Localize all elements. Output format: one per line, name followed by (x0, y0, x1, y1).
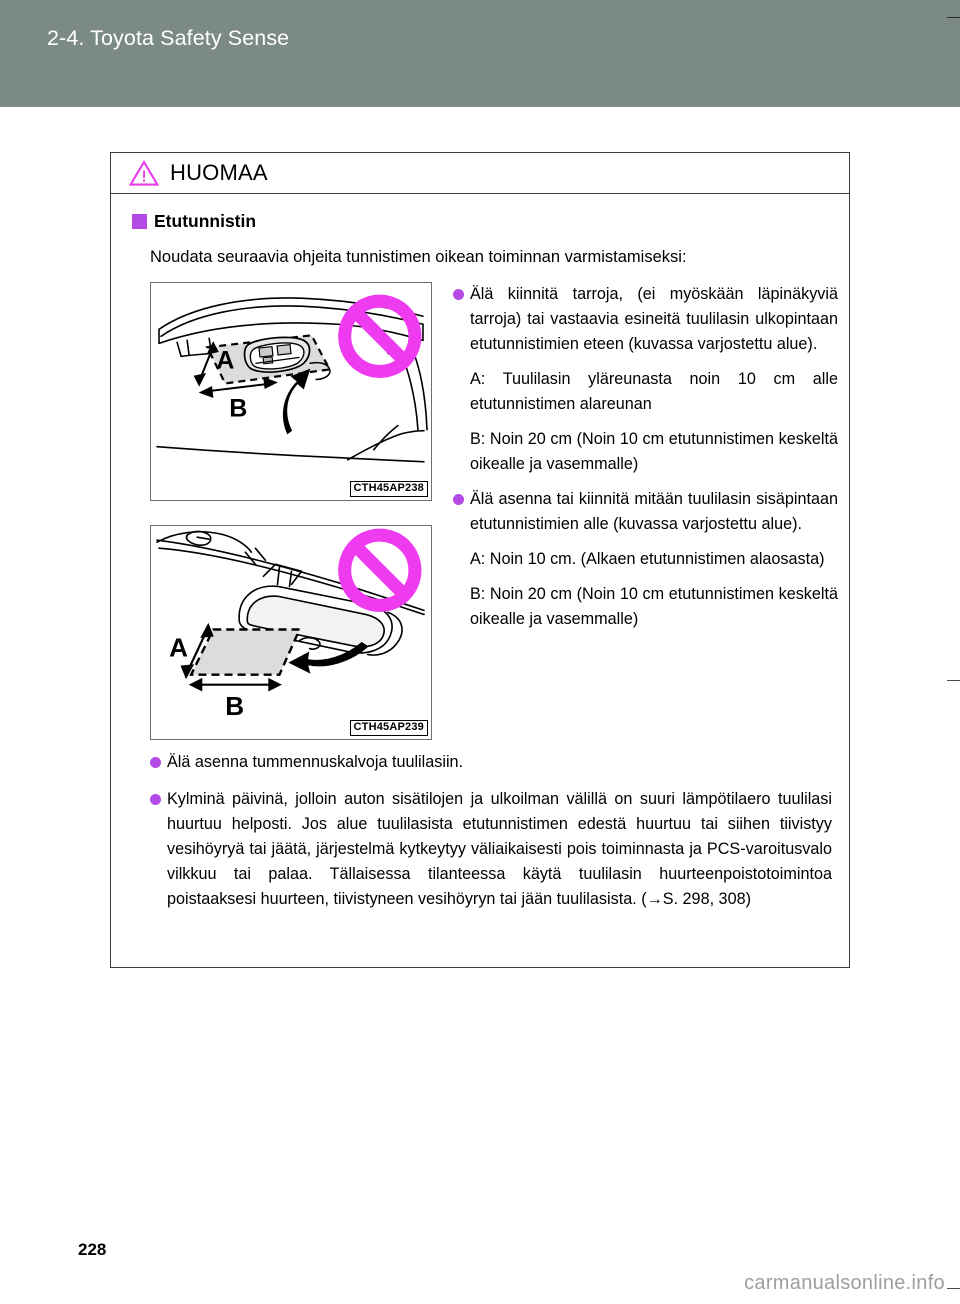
figures-and-text-columns (128, 282, 838, 734)
subsection-heading-label: Etutunnistin (154, 211, 257, 231)
note-bullet: Älä asenna tai kiinnitä mitään tuulilasin sisäpintaan etutunnistimien alle (kuvassa varjostettu alue). (453, 487, 838, 537)
subsection-heading (132, 211, 832, 232)
note-bullet: Älä kiinnitä tarroja, (ei myöskään läpinäkyviä tarroja) tai vastaavia esineitä tuulilasin ulkopintaan etutunnistimien eteen (kuvassa varjostettu alue). (453, 282, 838, 357)
note-bullet: Älä asenna tummennuskalvoja tuulilasiin. (150, 750, 832, 775)
square-bullet-icon (132, 214, 147, 229)
windshield-front-sensor-figure (150, 282, 432, 501)
svg-text:B: B (229, 394, 248, 423)
figure-notes-column (453, 282, 838, 632)
crop-mark-bottom (947, 1288, 960, 1289)
section-title: 2-4. Toyota Safety Sense (47, 26, 290, 50)
figure-code-label: CTH45AP239 (350, 720, 428, 736)
rear-view-mirror-underside-figure (150, 525, 432, 740)
prohibition-icon (345, 535, 415, 605)
warning-box-header (111, 153, 849, 194)
svg-text:A: A (216, 346, 235, 375)
figure-code-label: CTH45AP238 (350, 481, 428, 497)
page-number: 228 (78, 1240, 107, 1259)
dimension-note-b: B: Noin 20 cm (Noin 10 cm etutunnistimen keskeltä oikealle ja vasemmalle) (470, 430, 838, 473)
dimension-note-a: A: Noin 10 cm. (Alkaen etutunnistimen alaosasta) (470, 550, 825, 568)
prohibition-icon (345, 301, 415, 371)
svg-text:B: B (225, 690, 245, 721)
windshield-front-sensor-illustration (151, 283, 431, 500)
note-bullet: Kylminä päivinä, jolloin auton sisätilojen ja ulkoilman välillä on suuri lämpötilaero tuulilasi huurtuu helposti. Jos alue tuulilasista etutunnistimen edestä huurtuu tai siihen tiivistyy vesihöyryä tai jäätä, järjestelmä kytkeytyy väliaikaisesti pois toiminnasta ja PCS-varoitusvalo vilkkuu tai palaa. Tällaisessa tilanteessa käytä tuulilasin huurteenpoistotoimintoa poistaaksesi huurteen, tiivistyneen vesihöyryn tai jään tuulilasista. (→S. 298, 308) (150, 787, 832, 912)
warning-box-title: HUOMAA (170, 160, 268, 185)
svg-text:A: A (169, 632, 188, 663)
warning-triangle-icon (129, 160, 159, 186)
additional-notes-list (150, 750, 832, 912)
warning-box-body (111, 194, 849, 912)
rear-view-mirror-illustration (151, 526, 431, 739)
figures-column (150, 282, 434, 740)
crop-mark-middle (947, 680, 960, 681)
site-watermark: carmanualsonline.info (744, 1272, 945, 1294)
page-header-band (0, 0, 960, 107)
warning-notice-box (110, 152, 850, 968)
dimension-note-a: A: Tuulilasin yläreunasta noin 10 cm alle etutunnistimen alareunan (470, 370, 838, 413)
dimension-note-b: B: Noin 20 cm (Noin 10 cm etutunnistimen keskeltä oikealle ja vasemmalle) (470, 585, 838, 628)
intro-paragraph: Noudata seuraavia ohjeita tunnistimen oikean toiminnan varmistamiseksi: (150, 248, 687, 266)
crop-mark-top (947, 17, 960, 18)
